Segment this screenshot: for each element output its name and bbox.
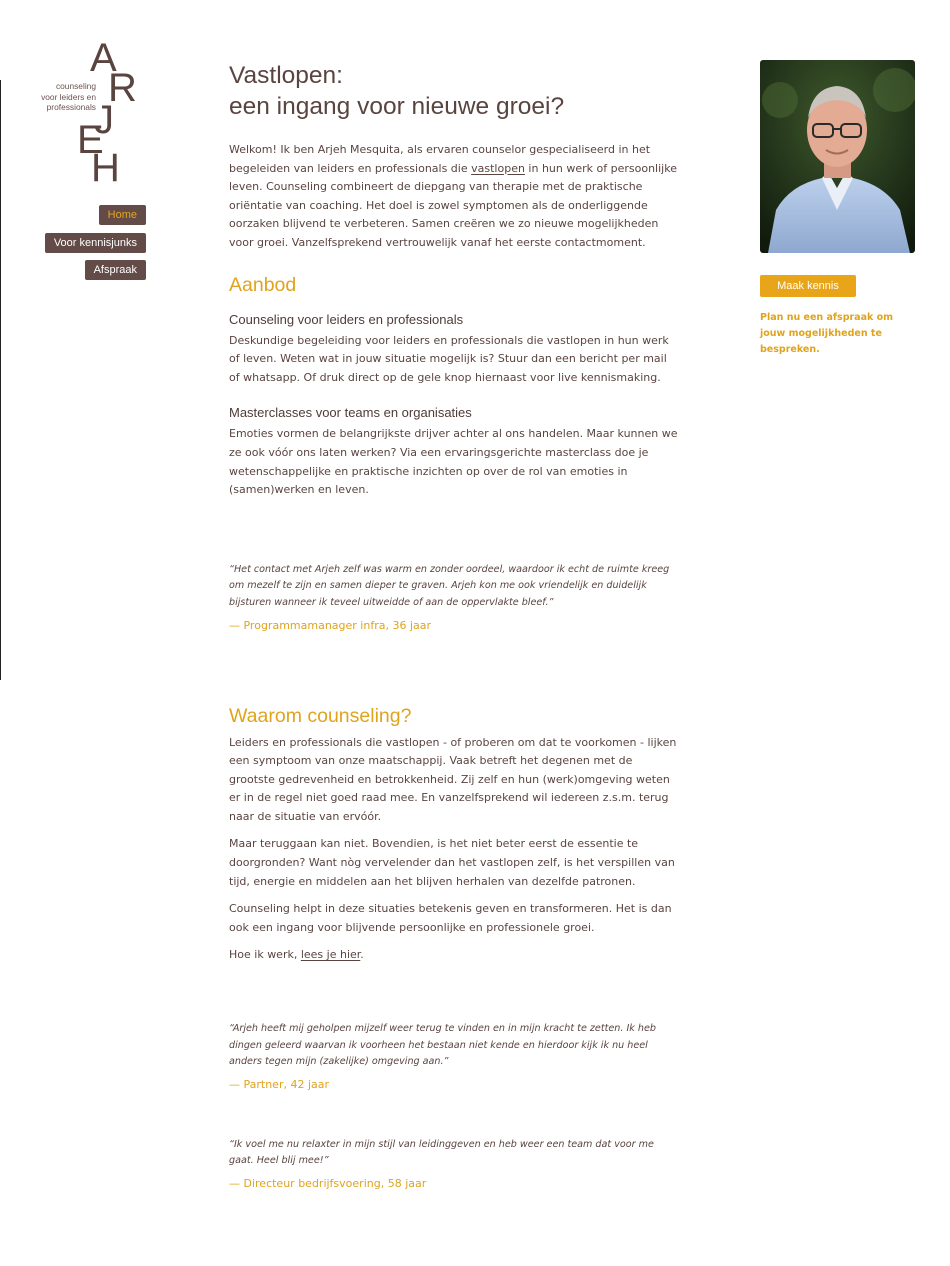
testimonial xyxy=(229,1021,679,1093)
logo-letter-r: R xyxy=(108,66,137,110)
logo-letter-h: H xyxy=(91,146,120,190)
logo-tagline-line: voor leiders en xyxy=(41,91,96,102)
aanbod-item-title: Masterclasses voor teams en organisaties xyxy=(229,405,472,421)
main-content xyxy=(229,60,679,1192)
portrait-photo xyxy=(760,60,915,253)
nav-item-voor-kennisjunks[interactable]: Voor kennisjunks xyxy=(45,233,146,253)
intro-text: in hun werk of persoonlijke leven. Counseling combineert de diepgang van therapie met de praktische oriëntatie van coaching. Het doel is zowel symptomen als de onderliggende oorzaken blijvend te verbeteren. Samen creëren we zo nieuwe mogelijkheden voor groei. Vanzelfsprekend vertrouwelijk vanaf het eerste contactmoment. xyxy=(229,161,677,249)
testimonial xyxy=(229,562,679,634)
maak-kennis-button[interactable]: Maak kennis xyxy=(760,275,856,297)
vastlopen-link[interactable]: vastlopen xyxy=(471,161,525,175)
aanbod-item-text: Deskundige begeleiding voor leiders en professionals die vastlopen in hun werk of leven. Weten wat in jouw situatie mogelijk is? Stuur dan een bericht per mail of whatsapp. Of druk direct op de gele knop hiernaast voor live kennismaking. xyxy=(229,333,669,384)
logo-tagline-line: counseling xyxy=(55,81,96,91)
testimonial-quote: “Het contact met Arjeh zelf was warm en zonder oordeel, waardoor ik echt de ruimte kreeg om mezelf te zijn en samen dieper te graven. Arjeh kon me ook vriendelijk en duidelijk bijsturen wanneer ik teveel uitweidde of aan de oppervlakte bleef.” xyxy=(229,563,670,608)
waarom-text: Hoe ik werk, xyxy=(229,948,301,962)
testimonial-quote: “Arjeh heeft mij geholpen mijzelf weer terug te vinden en in mijn kracht te zetten. Ik heb dingen geleerd waarvan ik voorheen het bestaan niet kende en hierdoor kijk ik nu heel anders tegen mijn (zakelijke) omgeving aan.” xyxy=(229,1023,656,1068)
logo-tagline-line: professionals xyxy=(46,102,96,112)
site-logo[interactable] xyxy=(30,38,150,188)
intro-text: Welkom! Ik ben Arjeh Mesquita, als ervaren counselor gespecialiseerd in het begeleiden van leiders en professionals die xyxy=(229,143,651,175)
logo-letter-e: E xyxy=(77,118,104,162)
page-title xyxy=(229,60,679,122)
testimonial-author: — Directeur bedrijfsvoering, 58 jaar xyxy=(229,1177,427,1190)
logo-letter-a: A xyxy=(90,36,117,80)
waarom-paragraph: Maar teruggaan kan niet. Bovendien, is het niet beter eerst de essentie te doorgronden? Want nòg vervelender dan het vastlopen zelf, is het verspillen van tijd, energie en middelen aan het blijven herhalen van dezelfde patronen. xyxy=(229,837,675,888)
nav-item-afspraak[interactable]: Afspraak xyxy=(85,260,146,280)
intro-paragraph xyxy=(229,141,679,253)
waarom-heading: Waarom counseling? xyxy=(229,704,412,727)
nav-item-home[interactable]: Home xyxy=(99,205,146,225)
testimonial-author: — Partner, 42 jaar xyxy=(229,1077,330,1091)
waarom-paragraph: Counseling helpt in deze situaties betekenis geven en transformeren. Het is dan ook een ingang voor blijvende persoonlijke en professionele groei. xyxy=(229,902,672,934)
logo-letter-j: J xyxy=(94,98,114,142)
aanbod-item-title: Counseling voor leiders en professionals xyxy=(229,311,464,327)
cta-description: Plan nu een afspraak om jouw mogelijkheden te bespreken. xyxy=(760,312,894,355)
page-title-line2: een ingang voor nieuwe groei? xyxy=(229,93,565,120)
waarom-paragraph xyxy=(229,946,679,965)
logo-tagline xyxy=(30,81,96,113)
testimonial xyxy=(229,1137,679,1192)
portrait-illustration xyxy=(760,60,915,253)
testimonial-quote: “Ik voel me nu relaxter in mijn stijl van leidinggeven en heb weer een team dat voor me gaat. Heel blij mee!” xyxy=(229,1138,654,1167)
aanbod-item-text: Emoties vormen de belangrijkste drijver achter al ons handelen. Maar kunnen we ze ook vóór ons laten werken? Via een ervaringsgerichte masterclass doe je wetenschappelijke en praktische inzichten op over de rol van emoties in (samen)werken en leven. xyxy=(229,427,678,497)
waarom-paragraph: Leiders en professionals die vastlopen - of proberen om dat te voorkomen - lijken een symptoom van onze maatschappij. Vaak betreft het degenen met de grootste gedrevenheid en betrokkenheid. Zij zelf en hun (werk)omgeving weten er in de regel niet goed raad mee. En vanzelfsprekend wil iedereen z.s.m. terug naar de situatie van ervóór. xyxy=(229,735,677,823)
lees-je-hier-link[interactable]: lees je hier xyxy=(300,948,361,962)
aanbod-heading: Aanbod xyxy=(229,273,297,296)
waarom-text: . xyxy=(360,948,364,962)
page-edge-line xyxy=(0,80,1,680)
page-title-line1: Vastlopen: xyxy=(229,62,343,89)
testimonial-author: — Programmamanager infra, 36 jaar xyxy=(229,618,432,632)
